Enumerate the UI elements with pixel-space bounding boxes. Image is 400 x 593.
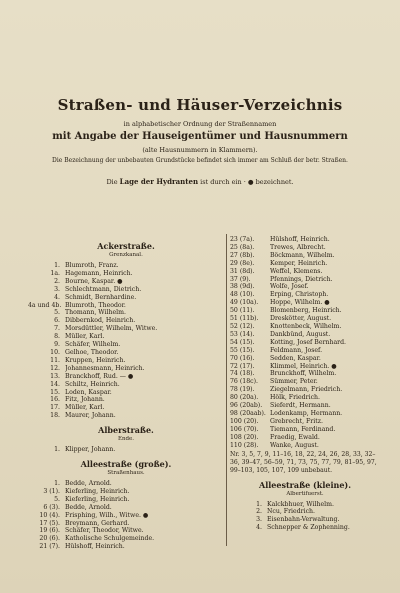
owner-name: Blumroth, Theodor. [65,301,126,309]
street-title: Ackerstraße. [97,241,155,251]
list-item [28,535,224,543]
house-number: 74 (18). [230,370,255,378]
owner-name: Branckhoff, Rud. — ● [65,372,134,380]
owner-name: Ncu, Friedrich. [267,508,316,516]
house-number: 5. [54,495,60,503]
house-number: 6. [54,317,60,325]
house-number: 15. [50,388,60,396]
list-item [230,442,380,450]
list-item [230,339,380,347]
owner-name: Maurer, Johann. [65,412,116,420]
house-number: 17 (5). [39,519,60,527]
house-number: 25 (8a). [230,243,255,251]
list-item [28,333,224,341]
house-number: 27 (8b). [230,251,255,259]
legend-suffix: ist durch ein · ● bezeichnet. [200,178,294,186]
list-item [230,299,380,307]
list-item [230,363,380,371]
house-number: 29 (8e). [230,259,255,267]
owner-name: Böckmann, Wilhelm. [270,251,335,259]
street-title: Alleestraße (große). [80,459,172,470]
owner-name: Dankbünd, August. [270,330,331,338]
owner-name: Schlechtmann, Dietrich. [65,285,142,293]
owner-name: Schmidt, Bernhardine. [65,293,137,301]
owner-name: Schnepper & Zophenning. [267,524,350,532]
house-number: 78 (19). [230,386,255,394]
list-item [28,286,224,294]
hydrant-legend [0,178,400,186]
list-item [230,355,380,363]
list-item [230,508,380,516]
street-subtitle: Albertifuerst. [286,490,324,497]
list-item [230,370,380,378]
street-section [28,460,224,551]
owner-name: Brunckhoff, Wilhelm. [270,370,337,378]
list-item [28,496,224,504]
house-number: 20 (6). [39,535,60,543]
list-item [230,386,380,394]
house-number: 52 (12). [230,322,255,330]
house-number: 13. [50,372,60,380]
list-item [28,278,224,286]
house-number: 80 (20a). [230,394,259,402]
list-item [28,325,224,333]
owner-name: Klimmel, Heinrich. ● [270,362,337,370]
legend-bold: Lage der Hydranten [119,177,199,186]
list-item [28,262,224,270]
house-number: 70 (16). [230,354,255,362]
list-item [28,317,224,325]
owner-name: Kalckbhuer, Wilhelm. [267,500,334,508]
owner-name: Morsdüttler, Wilhelm, Witwe. [65,325,158,333]
house-number: 11. [50,356,60,364]
house-number: 48 (10). [230,291,255,299]
list-item [230,268,380,276]
list-item [28,520,224,528]
owner-name: Fraedig, Ewald. [270,433,320,441]
list-item [230,410,380,418]
subtitle-owners: mit Angabe der Hauseigentümer und Hausnummern [52,131,348,142]
house-number: 98 (20aab). [230,409,266,417]
owner-name: Wanke, August. [270,441,319,449]
owner-name: Kieferling, Heinrich. [65,487,130,495]
list-item [28,381,224,389]
house-number: 3 (1). [43,487,60,495]
house-number: 1. [54,446,60,454]
owner-name: Blumroth, Franz. [65,262,119,269]
owner-name: Johannesmann, Heinrich. [65,364,145,372]
house-number: 2. [256,508,262,516]
house-number: 108 (20). [230,433,259,441]
house-number: 6 (3). [43,503,60,511]
legend-prefix: Die [106,178,118,186]
street-section [28,242,224,420]
street-subtitle: Straßenhaus. [107,470,145,477]
owner-name: Klipper, Johann. [65,446,116,454]
list-item [230,252,380,260]
owner-name: Thomann, Wilhelm. [65,309,126,317]
list-item [28,357,224,365]
house-number: 10. [50,348,60,356]
unbuilt-note: Nr. 3, 5, 7, 9, 11–16, 18, 22, 24, 26, 28, 33, 32–36, 39–47, 56–59, 71, 73, 75, 77, 79, 81–95, 97, 99–103, 105, 107, 109 unbebaut. [230,451,377,474]
owner-name: Dibbernkod, Heinrich. [65,317,136,325]
owner-name: Hagemann, Heinrich. [65,269,133,277]
owner-name: Kruppen, Heinrich. [65,356,126,364]
list-item [230,236,380,244]
owner-name: Schäfer, Wilhelm. [65,341,121,349]
list-item [28,527,224,535]
owner-name: Pfennings, Dietrich. [270,275,333,283]
house-number: 18. [50,412,60,420]
house-number: 14. [50,380,60,388]
list-item [28,309,224,317]
owner-name: Erping, Christoph. [270,291,329,299]
house-number: 72 (17). [230,362,255,370]
house-number: 8. [54,333,60,341]
owner-name: Fitz, Johann. [65,396,105,404]
list-item [28,389,224,397]
house-number: 1. [256,500,262,508]
house-number: 38 (9d). [230,283,255,291]
list-item [28,365,224,373]
page-header [0,96,400,186]
house-number: 106 (70). [230,425,259,433]
house-number: 7. [54,325,60,333]
list-item [230,244,380,252]
list-item [28,480,224,488]
owner-name: Ziegelmann, Friedrich. [270,386,343,394]
owner-name: Müller, Karl. [65,404,105,412]
owner-name: Sümmer, Peter. [270,378,318,386]
owner-name: Kotting, Josef Bernhard. [270,338,347,346]
house-number: 16. [50,396,60,404]
house-number: 96 (20ab). [230,402,263,410]
house-number: 5. [54,309,60,317]
house-number: 19 (6). [39,527,60,535]
owner-name: Schäfer, Theodor, Witwe. [65,527,144,535]
list-item [28,543,224,551]
house-number: 50 (11). [230,307,255,315]
house-number: 54 (15). [230,338,255,346]
house-number: 110 (28). [230,441,259,449]
list-item [230,291,380,299]
house-number: 4. [54,293,60,301]
owner-name: Knottenbeck, Wilhelm. [270,322,342,330]
list-item [28,488,224,496]
house-number: 23 (7a). [230,236,255,243]
list-item [230,426,380,434]
list-item [28,404,224,412]
owner-name: Hölk, Friedrich. [270,394,320,402]
owner-name: Frisphing, Wilh., Witwe. ● [65,511,149,519]
owner-name: Wolfe, Josef. [270,283,309,291]
subtitle-old-numbers: (alte Hausnummern in Klammern). [142,146,258,154]
list-item [230,501,380,509]
list-item [230,378,380,386]
house-number: 76 (18c). [230,378,258,386]
list-item [230,315,380,323]
list-item [28,270,224,278]
street-section [230,481,380,533]
list-item [28,341,224,349]
street-subtitle: Ende. [117,436,135,443]
street-section [28,426,224,454]
street-subtitle: Grenzkanal. [109,252,143,258]
house-number: 3. [256,516,262,524]
owner-name: Eisenbahn-Verwaltung. [267,516,340,524]
owner-name: Feldmann, Josef. [270,346,323,354]
house-number: 100 (20). [230,417,259,425]
house-number: 4. [256,524,262,532]
house-number: 1. [54,480,60,488]
house-number: 10 (4). [39,511,60,519]
owner-name: Grebrecht, Fritz. [270,417,323,425]
house-number: 2. [54,277,60,285]
house-number: 9. [54,341,60,349]
list-item [230,516,380,524]
list-item [28,294,224,302]
owner-name: Kemper, Heinrich. [270,259,328,267]
owner-name: Bedde, Arnold. [65,503,112,511]
owner-name: Loden, Kaspar. [65,388,112,396]
owner-name: Schiltz, Heinrich. [65,380,120,388]
page-title: Straßen- und Häuser-Verzeichnis [57,96,343,114]
house-number: 12. [50,364,60,372]
owner-name: Breymann, Gerhard. [65,519,130,527]
list-item [28,512,224,520]
list-item [28,349,224,357]
right-column [230,236,380,532]
list-item [230,418,380,426]
house-number: 51 (11b). [230,315,259,323]
subtitle-unbuilt-note: Die Bezeichnung der unbebauten Grundstücke befindet sich immer am Schluß der betr. Straßen. [52,157,348,164]
list-item [28,446,224,454]
column-divider [226,234,227,546]
owner-name: Trewes, Albrecht. [270,243,326,251]
list-item [28,302,224,310]
list-item [28,373,224,381]
owner-name: Blomenberg, Heinrich. [270,307,342,315]
list-item [230,276,380,284]
owner-name: Kieferling, Heinrich. [65,495,130,503]
house-number: 4a und 4b. [28,301,62,309]
list-item [28,396,224,404]
owner-name: Tiemann, Ferdinand. [270,425,336,433]
owner-name: Gelhoe, Theodor. [65,348,119,356]
owner-name: Sedden, Kaspar. [270,354,321,362]
owner-name: Sieferdt, Hermann. [270,402,331,410]
house-number: 21 (7). [39,543,60,551]
subtitle-order: in alphabetischer Ordnung der Straßennamen [123,120,277,128]
house-number: 3. [54,285,60,293]
house-number: 55 (15). [230,346,255,354]
owner-name: Katholische Schulgemeinde. [65,535,155,543]
list-item [28,412,224,420]
owner-name: Hoppe, Wilhelm. ● [270,299,330,307]
list-item [230,260,380,268]
owner-name: Bourne, Kaspar. ● [65,277,123,285]
owner-name: Bedde, Arnold. [65,480,112,488]
list-item [230,524,380,532]
list-item [230,402,380,410]
house-number: 49 (10a). [230,299,259,307]
house-number: 1. [54,262,60,269]
house-number: 31 (8d). [230,267,255,275]
owner-name: Weffel, Klemens. [270,267,323,275]
house-number: 17. [50,404,60,412]
list-item [230,283,380,291]
house-number: 37 (9). [230,275,251,283]
owner-name: Hülshoff, Heinrich. [65,543,125,551]
left-column [28,236,224,551]
house-number: 1a. [50,269,60,277]
street-title: Alberstraße. [98,425,154,436]
list-item [230,347,380,355]
list-item [230,394,380,402]
list-item [230,307,380,315]
list-item [230,434,380,442]
owner-name: Hülshoff, Heinrich. [270,236,330,243]
street-title: Alleestraße (kleine). [259,479,351,490]
house-number: 53 (14). [230,330,255,338]
list-item [230,323,380,331]
owner-name: Lodenkamp, Hermann. [270,409,343,417]
list-item [230,331,380,339]
owner-name: Dreskötter, August. [270,315,332,323]
owner-name: Müller, Karl. [65,333,105,341]
list-item [28,504,224,512]
